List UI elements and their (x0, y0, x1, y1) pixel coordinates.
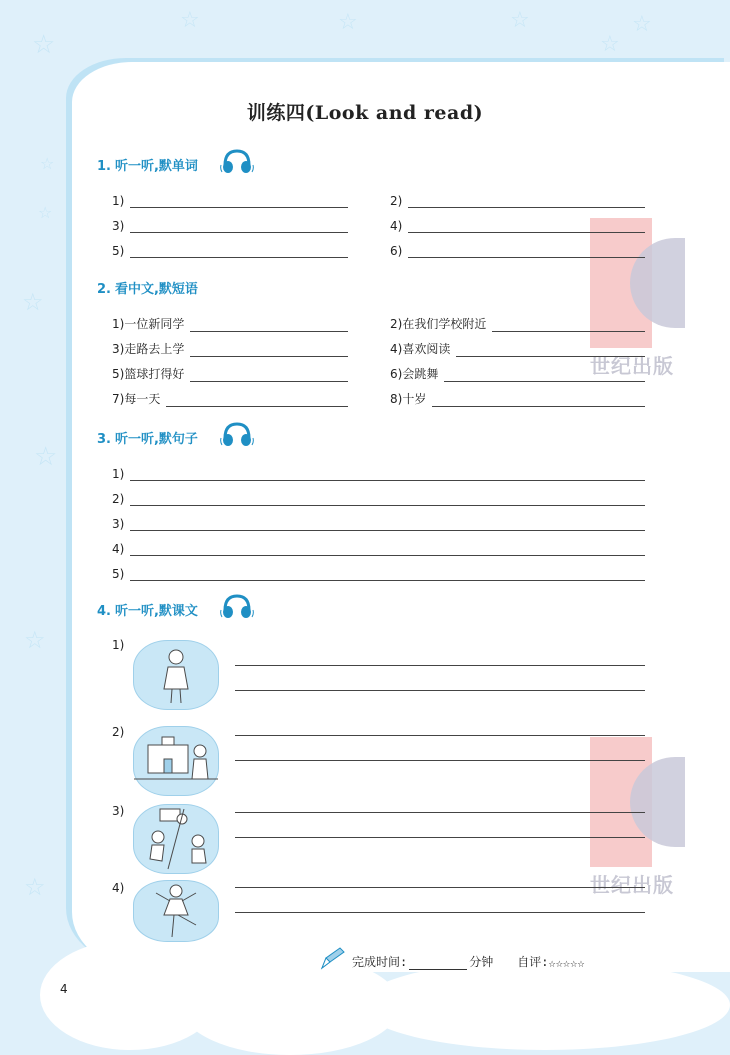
phrase-item[interactable]: 8)十岁 (390, 391, 645, 407)
passage-line[interactable] (235, 887, 645, 888)
star-icon: ☆ (180, 8, 200, 33)
headphones-icon[interactable] (220, 592, 254, 620)
passage-label: 4) (112, 881, 125, 895)
star-icon: ☆ (22, 288, 44, 316)
phrase-item[interactable]: 7)每一天 (112, 391, 348, 407)
dancer-illustration (133, 880, 219, 942)
star-icon: ☆ (632, 12, 652, 37)
passage-label: 3) (112, 804, 125, 818)
word-item[interactable]: 4) (390, 217, 645, 233)
basketball-illustration (133, 804, 219, 874)
star-icon: ☆ (32, 30, 56, 60)
sentence-item[interactable]: 2) (112, 490, 645, 506)
time-unit: 分钟 (469, 955, 494, 969)
section-heading-1: 1. 听一听,默单词 (97, 159, 198, 174)
headphones-icon[interactable] (220, 420, 254, 448)
footer (352, 953, 585, 970)
passage-label: 2) (112, 725, 125, 739)
rating-stars[interactable]: ☆☆☆☆☆ (548, 956, 585, 970)
page-number: 4 (60, 982, 68, 996)
time-label: 完成时间: (352, 955, 408, 969)
section-heading-2: 2. 看中文,默短语 (97, 282, 198, 297)
word-item[interactable]: 6) (390, 242, 645, 258)
sentence-item[interactable]: 3) (112, 515, 645, 531)
sentence-item[interactable]: 5) (112, 565, 645, 581)
sentence-item[interactable]: 1) (112, 465, 645, 481)
star-icon: ☆ (40, 154, 55, 173)
passage-line[interactable] (235, 735, 645, 736)
time-blank[interactable] (409, 969, 467, 970)
word-item[interactable]: 2) (390, 192, 645, 208)
phrase-item[interactable]: 2)在我们学校附近 (390, 316, 645, 332)
phrase-item[interactable]: 5)篮球打得好 (112, 366, 348, 382)
cloud-decoration (360, 960, 730, 1050)
phrase-item[interactable]: 6)会跳舞 (390, 366, 645, 382)
passage-line[interactable] (235, 665, 645, 666)
sentence-item[interactable]: 4) (112, 540, 645, 556)
star-icon: ☆ (600, 32, 620, 57)
star-icon: ☆ (34, 442, 58, 472)
star-icon: ☆ (38, 203, 53, 222)
girl-illustration (133, 640, 219, 710)
star-icon: ☆ (510, 8, 530, 33)
headphones-icon[interactable] (220, 147, 254, 175)
rating-label: 自评: (517, 955, 549, 969)
phrase-item[interactable]: 4)喜欢阅读 (390, 341, 645, 357)
section-heading-3: 3. 听一听,默句子 (97, 432, 198, 447)
watermark-text: 世纪出版 (590, 873, 674, 897)
watermark-text: 世纪出版 (590, 354, 674, 378)
pencil-icon (318, 946, 346, 972)
passage-line[interactable] (235, 812, 645, 813)
phrase-item[interactable]: 1)一位新同学 (112, 316, 348, 332)
passage-line[interactable] (235, 912, 645, 913)
publisher-watermark (590, 737, 685, 897)
page-title: 训练四(Look and read) (246, 102, 484, 124)
word-item[interactable]: 1) (112, 192, 348, 208)
phrase-item[interactable]: 3)走路去上学 (112, 341, 348, 357)
passage-line[interactable] (235, 760, 645, 761)
star-icon: ☆ (24, 626, 46, 654)
passage-label: 1) (112, 638, 125, 652)
star-icon: ☆ (338, 10, 358, 35)
school-illustration (133, 726, 219, 796)
word-item[interactable]: 5) (112, 242, 348, 258)
star-icon: ☆ (24, 873, 46, 901)
passage-line[interactable] (235, 690, 645, 691)
word-item[interactable]: 3) (112, 217, 348, 233)
passage-line[interactable] (235, 837, 645, 838)
section-heading-4: 4. 听一听,默课文 (97, 604, 198, 619)
